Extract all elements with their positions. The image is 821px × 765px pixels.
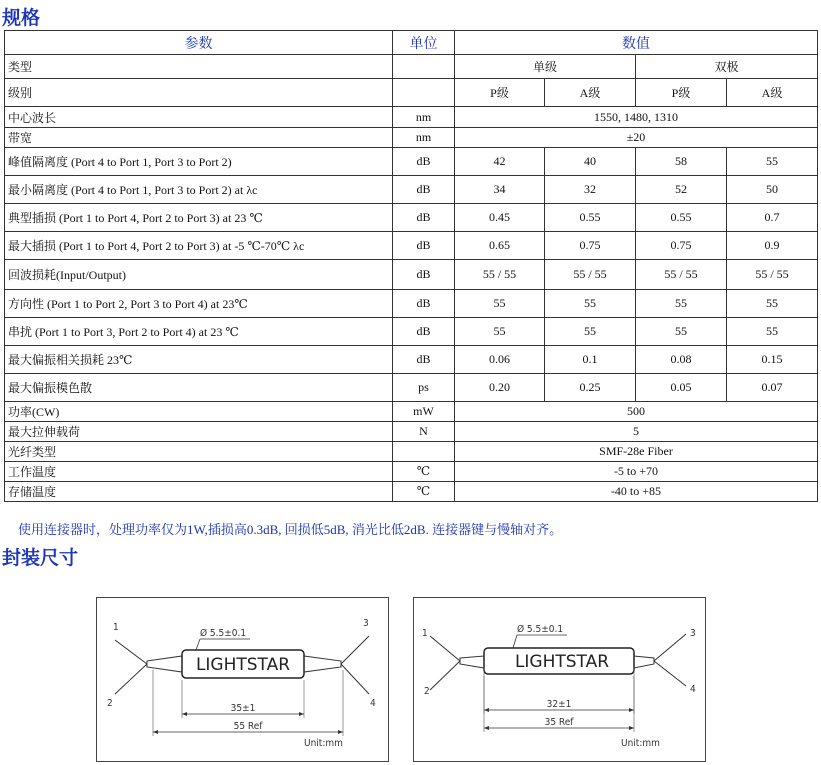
fiber-line [654, 661, 686, 686]
param-cell: 最大插损 (Port 1 to Port 4, Port 2 to Port 3) at -5 ℃-70℃ λc [5, 232, 393, 260]
grade-row [5, 79, 818, 107]
table-row [5, 260, 818, 290]
fiber-line [654, 634, 686, 661]
drawing-stroke [484, 708, 489, 712]
unit-cell: dB [393, 232, 455, 260]
type-label: 类型 [5, 55, 393, 79]
value-cell: 0.05 [636, 374, 727, 402]
header-param: 参数 [5, 31, 393, 55]
value-cell: 0.25 [545, 374, 636, 402]
unit-cell: dB [393, 260, 455, 290]
unit-cell: ℃ [393, 482, 455, 502]
total-length-label: 35 Ref [544, 717, 574, 728]
value-cell: 55 [727, 290, 818, 318]
value-cell: 34 [455, 176, 545, 204]
value-cell: -40 to +85 [455, 482, 818, 502]
value-cell: 0.55 [636, 204, 727, 232]
param-cell: 存储温度 [5, 482, 393, 502]
param-cell: 最大拉伸载荷 [5, 422, 393, 442]
fiber-line [341, 636, 369, 664]
unit-cell: nm [393, 128, 455, 148]
param-cell: 典型插损 (Port 1 to Port 4, Port 2 to Port 3) at 23 ℃ [5, 204, 393, 232]
value-cell: 0.55 [545, 204, 636, 232]
drawing-stroke [513, 635, 517, 648]
type-row [5, 55, 818, 79]
wavelength-row [5, 107, 818, 128]
unit-cell: dB [393, 346, 455, 374]
port-number: 3 [363, 618, 369, 629]
value-cell: 0.9 [727, 232, 818, 260]
value-cell: 55 / 55 [455, 260, 545, 290]
param-cell: 功率(CW) [5, 402, 393, 422]
type-single: 单级 [455, 55, 636, 79]
fiber-line [115, 640, 147, 664]
body-length-label: 32±1 [546, 699, 572, 710]
right-boot [634, 656, 654, 668]
fiber-line [341, 664, 369, 694]
unit-cell: ps [393, 374, 455, 402]
value-cell: 0.07 [727, 374, 818, 402]
param-cell: 光纤类型 [5, 442, 393, 462]
table-row [5, 482, 818, 502]
package-drawing-1 [96, 597, 389, 762]
unit-cell: dB [393, 148, 455, 176]
value-cell: 1550, 1480, 1310 [455, 107, 818, 128]
unit-cell: ℃ [393, 462, 455, 482]
header-value: 数值 [455, 31, 818, 55]
unit-label: Unit:mm [304, 738, 343, 749]
port-number: 1 [113, 622, 119, 633]
value-cell: SMF-28e Fiber [455, 442, 818, 462]
fiber-line [430, 661, 460, 690]
value-cell: 0.45 [455, 204, 545, 232]
body-length-label: 35±1 [230, 703, 256, 714]
unit-cell [393, 442, 455, 462]
grade-cell: P级 [455, 79, 545, 107]
spec-heading: 规格 [2, 7, 41, 29]
unit-cell: nm [393, 107, 455, 128]
left-boot [147, 656, 182, 672]
value-cell: ±20 [455, 128, 818, 148]
total-length-label: 55 Ref [233, 721, 263, 732]
grade-cell: P级 [636, 79, 727, 107]
fiber-line [115, 664, 147, 694]
value-cell: 55 / 55 [545, 260, 636, 290]
table-row [5, 422, 818, 442]
port-number: 4 [370, 698, 376, 709]
value-cell: 500 [455, 402, 818, 422]
table-row [5, 148, 818, 176]
value-cell: 55 [455, 290, 545, 318]
drawing-stroke [196, 639, 200, 650]
port-number: 2 [107, 698, 113, 709]
param-cell: 工作温度 [5, 462, 393, 482]
port-number: 4 [690, 684, 696, 695]
table-row [5, 346, 818, 374]
unit-cell: mW [393, 402, 455, 422]
value-cell: 0.20 [455, 374, 545, 402]
table-row [5, 442, 818, 462]
param-cell: 串扰 (Port 1 to Port 3, Port 2 to Port 4) at 23 ℃ [5, 318, 393, 346]
table-row [5, 232, 818, 260]
value-cell: -5 to +70 [455, 462, 818, 482]
value-cell: 55 / 55 [727, 260, 818, 290]
drawing-stroke [484, 726, 489, 730]
value-cell: 0.1 [545, 346, 636, 374]
drawing-stroke [338, 730, 343, 734]
port-number: 2 [424, 686, 430, 697]
spec-table [4, 30, 818, 502]
unit-cell: dB [393, 318, 455, 346]
table-row [5, 402, 818, 422]
param-cell: 方向性 (Port 1 to Port 2, Port 3 to Port 4) at 23℃ [5, 290, 393, 318]
value-cell: 42 [455, 148, 545, 176]
left-boot [460, 656, 484, 668]
port-number: 1 [422, 628, 428, 639]
value-cell: 55 [545, 290, 636, 318]
param-cell: 峰值隔离度 (Port 4 to Port 1, Port 3 to Port 2) [5, 148, 393, 176]
param-cell: 中心波长 [5, 107, 393, 128]
table-row [5, 204, 818, 232]
value-cell: 58 [636, 148, 727, 176]
header-unit: 单位 [393, 31, 455, 55]
drawing-stroke [153, 730, 158, 734]
table-row [5, 176, 818, 204]
table-row [5, 318, 818, 346]
diameter-label: Ø 5.5±0.1 [200, 628, 247, 639]
table-row [5, 290, 818, 318]
brand-label: LIGHTSTAR [195, 655, 291, 675]
value-cell: 0.75 [636, 232, 727, 260]
unit-cell: dB [393, 176, 455, 204]
unit-label: Unit:mm [621, 738, 660, 749]
grade-label: 级别 [5, 79, 393, 107]
value-cell: 55 [545, 318, 636, 346]
value-cell: 5 [455, 422, 818, 442]
connector-note: 使用连接器时，处理功率仅为1W,插损高0.3dB, 回损低5dB, 消光比低2dB. 连接器键与慢轴对齐。 [18, 522, 563, 537]
value-cell: 0.06 [455, 346, 545, 374]
value-cell: 40 [545, 148, 636, 176]
table-row [5, 374, 818, 402]
value-cell: 0.7 [727, 204, 818, 232]
package-svg [414, 598, 705, 761]
grade-unit [393, 79, 455, 107]
bandwidth-row [5, 128, 818, 148]
value-cell: 55 / 55 [636, 260, 727, 290]
value-cell: 0.75 [545, 232, 636, 260]
brand-label: LIGHTSTAR [514, 652, 610, 672]
value-cell: 50 [727, 176, 818, 204]
value-cell: 55 [727, 148, 818, 176]
drawing-stroke [629, 726, 634, 730]
diameter-label: Ø 5.5±0.1 [517, 624, 564, 635]
value-cell: 0.65 [455, 232, 545, 260]
type-unit [393, 55, 455, 79]
value-cell: 55 [636, 290, 727, 318]
unit-cell: dB [393, 204, 455, 232]
param-cell: 最小隔离度 (Port 4 to Port 1, Port 3 to Port 2) at λc [5, 176, 393, 204]
fiber-line [430, 636, 460, 661]
param-cell: 最大偏振模色散 [5, 374, 393, 402]
drawing-stroke [299, 712, 304, 716]
unit-cell: N [393, 422, 455, 442]
grade-cell: A级 [545, 79, 636, 107]
right-boot [304, 656, 341, 672]
value-cell: 0.15 [727, 346, 818, 374]
value-cell: 0.08 [636, 346, 727, 374]
package-heading: 封装尺寸 [2, 547, 79, 569]
param-cell: 回波损耗(Input/Output) [5, 260, 393, 290]
drawing-stroke [629, 708, 634, 712]
grade-cell: A级 [727, 79, 818, 107]
type-dual: 双极 [636, 55, 818, 79]
table-header-row [5, 31, 818, 55]
package-svg [97, 598, 388, 761]
value-cell: 55 [636, 318, 727, 346]
drawing-stroke [182, 712, 187, 716]
value-cell: 32 [545, 176, 636, 204]
unit-cell: dB [393, 290, 455, 318]
value-cell: 55 [455, 318, 545, 346]
table-row [5, 462, 818, 482]
port-number: 3 [690, 628, 696, 639]
value-cell: 52 [636, 176, 727, 204]
param-cell: 最大偏振相关损耗 23℃ [5, 346, 393, 374]
param-cell: 带宽 [5, 128, 393, 148]
package-drawing-2 [413, 597, 706, 762]
value-cell: 55 [727, 318, 818, 346]
